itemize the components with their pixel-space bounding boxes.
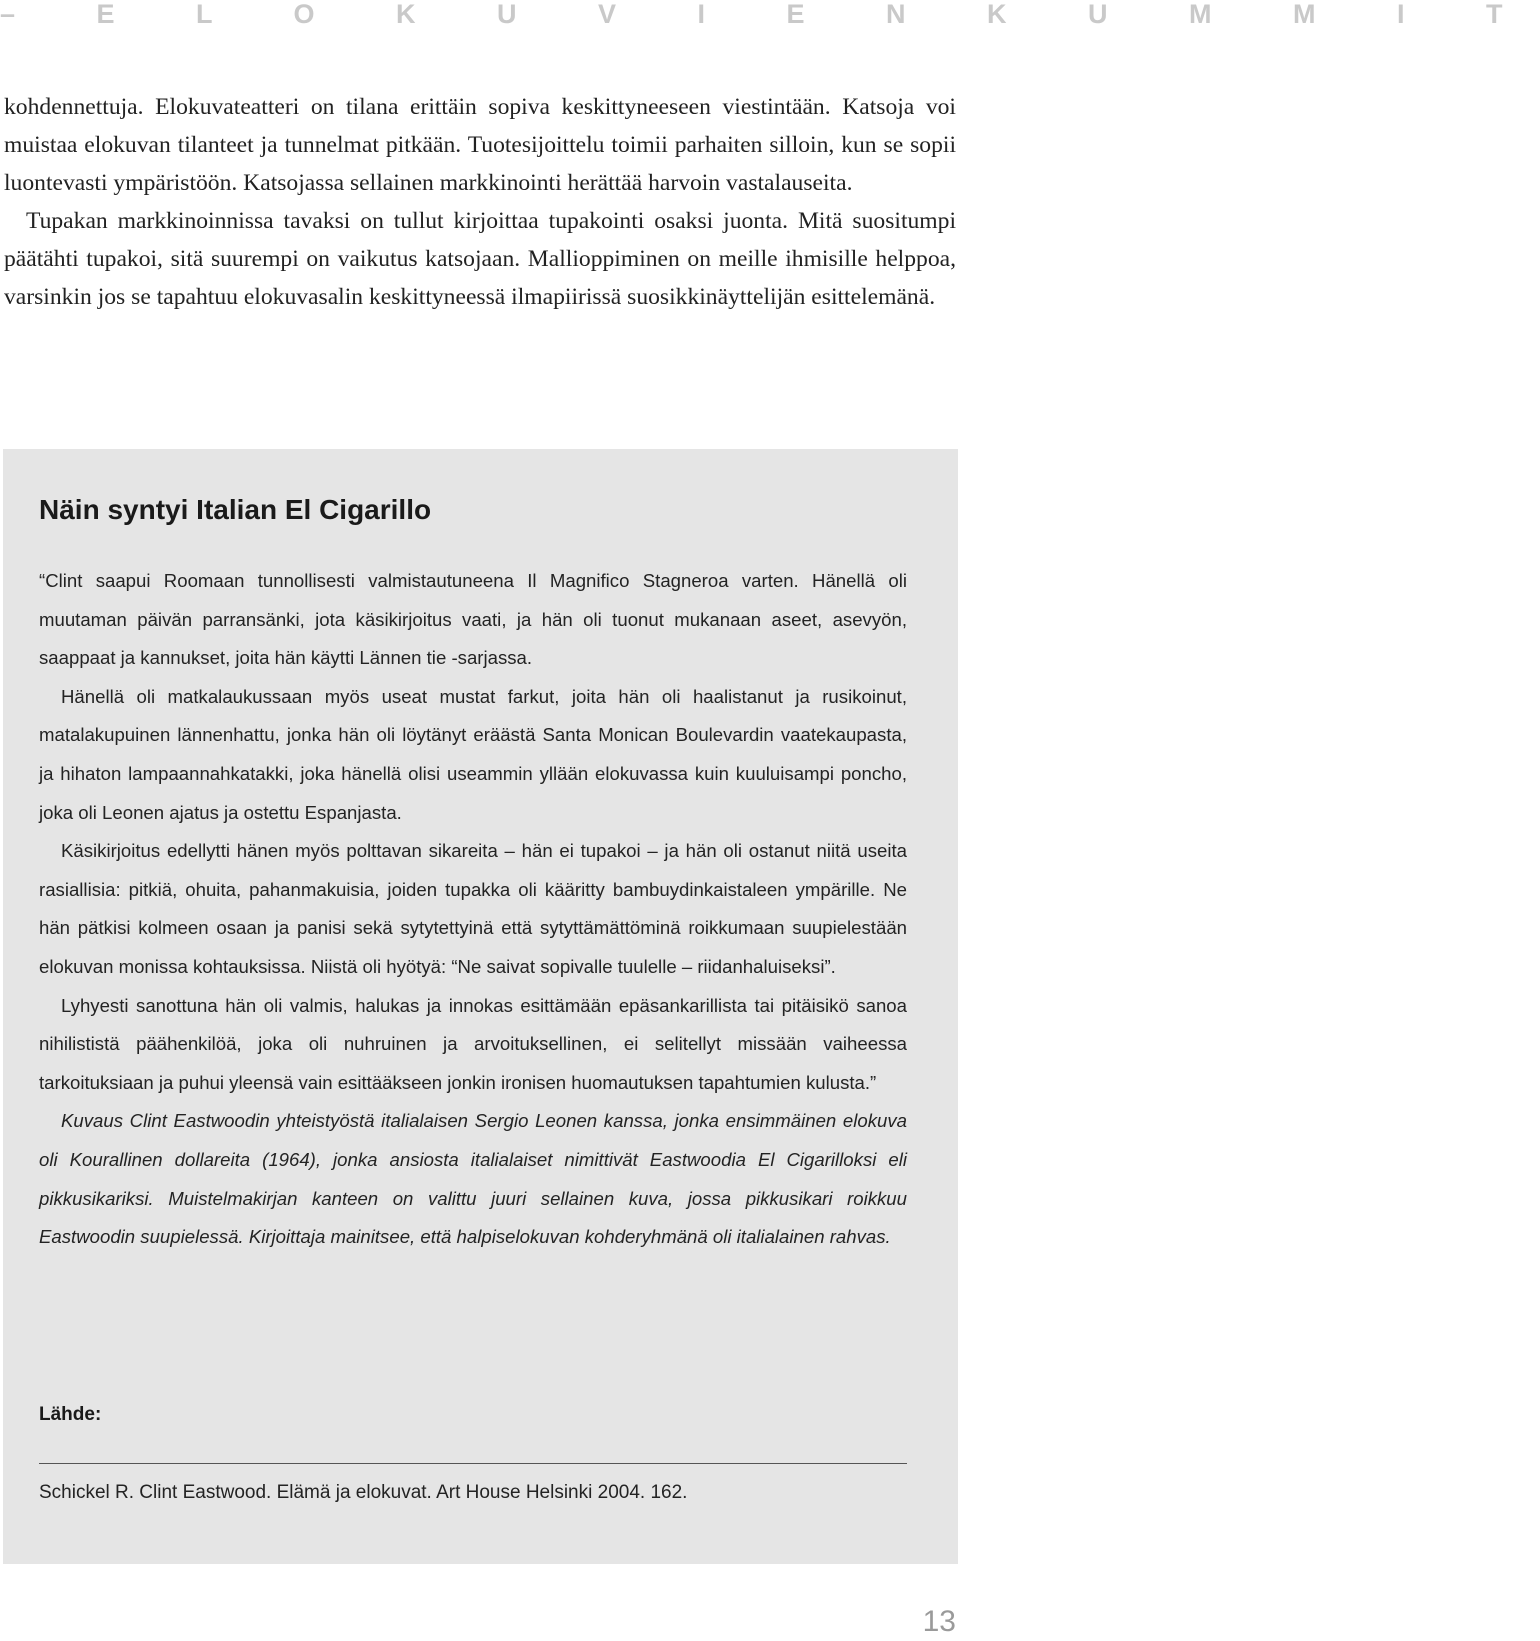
box-title: Näin syntyi Italian El Cigarillo	[39, 494, 432, 525]
caption-paragraph: Kuvaus Clint Eastwoodin yhteistyöstä italialaisen Sergio Leonen kanssa, jonka ensimmäinen elokuva oli Kourallinen dollareita (1964), jonka ansiosta italialaiset nimittivät Eastwoodia El Cigarilloksi eli pikkusikariksi. Muistelmakirjan kanteen on valittu juuri sellainen kuva, jossa pikkusikari roikkuu Eastwoodin suupielessä. Kirjoittaja mainitsee, että halpiselokuvan kohderyhmänä oli italialainen rahvas.	[39, 1110, 907, 1248]
box-text	[39, 562, 907, 1257]
quote-paragraph: Käsikirjoitus edellytti hänen myös polttavan sikareita – hän ei tupakoi – ja hän oli ostanut niitä useita rasiallisia: pitkiä, ohuita, pahanmakuisia, joiden tupakka oli kääritty bambuydinkaistaleen ympärille. Ne hän pätkisi kolmeen osaan ja panisi sekä sytytettyinä että sytyttämättöminä roikkumaan suupielestään elokuvan monissa kohtauksissa. Niistä oli hyötyä: “Ne saivat sopivalle tuulelle – riidanhaluiseksi”.	[39, 840, 907, 977]
running-head: – E L O K U V I E N K U M M I T	[0, 0, 1540, 29]
body-text	[4, 88, 956, 316]
page-number: 13	[922, 1605, 956, 1638]
sidebar-box	[3, 449, 958, 1564]
sources-label: Lähde:	[39, 1404, 102, 1425]
body-paragraph: Tupakan markkinoinnissa tavaksi on tullut kirjoittaa tupakointi osaksi juonta. Mitä suositumpi päätähti tupakoi, sitä suurempi on vaikutus katsojaan. Mallioppiminen on meille ihmisille helppoa, varsinkin jos se tapahtuu elokuvasalin keskittyneessä ilmapiirissä suosikkinäyttelijän esittelemänä.	[4, 208, 956, 310]
quote-paragraph: “Clint saapui Roomaan tunnollisesti valmistautuneena Il Magnifico Stagneroa varten. Hänellä oli muutaman päivän parransänki, jota käsikirjoitus vaati, ja hän oli tuonut mukanaan aseet, asevyön, saappaat ja kannukset, joita hän käytti Lännen tie -sarjassa.	[39, 570, 907, 669]
source-citation: Schickel R. Clint Eastwood. Elämä ja elokuvat. Art House Helsinki 2004. 162.	[39, 1482, 688, 1503]
quote-paragraph: Hänellä oli matkalaukussaan myös useat mustat farkut, joita hän oli haalistanut ja rusikoinut, matalakupuinen lännenhattu, jonka hän oli löytänyt eräästä Santa Monican Boulevardin vaatekaupasta, ja hihaton lampaannahkatakki, joka hänellä olisi useammin yllään elokuvassa kuin kuuluisampi poncho, joka oli Leonen ajatus ja ostettu Espanjasta.	[39, 685, 907, 823]
quote-paragraph: Lyhyesti sanottuna hän oli valmis, halukas ja innokas esittämään epäsankarillista tai pitäisikö sanoa nihilististä päähenkilöä, joka oli nuhruinen ja arvoituksellinen, ei selitellyt missään vaiheessa tarkoituksiaan ja puhui yleensä vain esittääkseen jonkin ironisen huomautuksen tapahtumien kulusta.”	[39, 994, 907, 1093]
body-paragraph: kohdennettuja. Elokuvateatteri on tilana erittäin sopiva keskittyneeseen viestintään. Katsoja voi muistaa elokuvan tilanteet ja tunnelmat pitkään. Tuotesijoittelu toimii parhaiten silloin, kun se sopii luontevasti ympäristöön. Katsojassa sellainen markkinointi herättää harvoin vastalauseita.	[4, 94, 956, 196]
sources-divider	[39, 1463, 907, 1464]
